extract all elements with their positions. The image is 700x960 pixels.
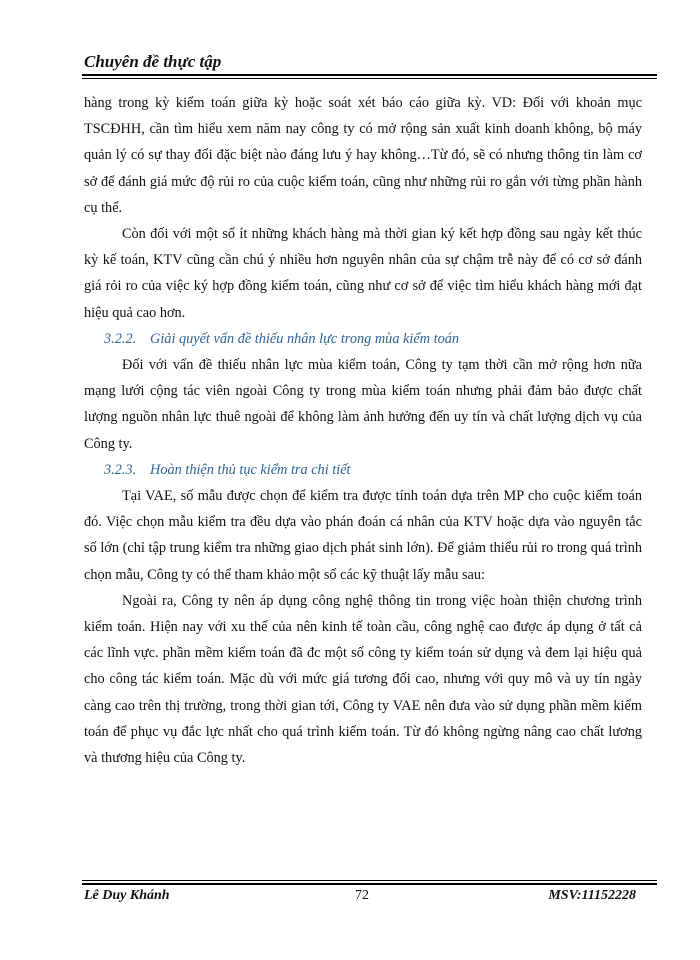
header-divider [82, 74, 657, 76]
section-heading-3-2-3 [84, 457, 642, 483]
paragraph-2: Còn đối với một số ít những khách hàng mà thời gian ký kết hợp đồng sau ngày kết thúc kỳ kế toán, KTV cũng cần chú ý nhiều hơn nguyên nhân của sự chậm trễ này để có cơ sở đánh giá rỏi ro của việc ký hợp đồng kiểm toán, cũng như cơ sở để việc tìm hiểu khách hàng mới đạt hiệu quả cao hơn. [84, 226, 642, 321]
footer-page-number: 72 [355, 888, 369, 903]
footer-divider-thin [82, 880, 657, 881]
page-header-title: Chuyên đề thực tập [84, 52, 222, 71]
section-title: Giải quyết vấn đề thiếu nhân lực trong mùa kiểm toán [150, 330, 460, 347]
paragraph-5: Ngoài ra, Công ty nên áp dụng công nghệ thông tin trong việc hoàn thiện chương trình kiểm toán. Hiện nay với xu thế của nên kinh tế toàn cầu, công nghệ cao được áp dụng ở tất cả các lĩnh vực. phần mềm kiểm toán đã đc một số công ty kiểm toán sử dụng và đem lại hiệu quả cho công tác kiểm toán. Mặc dù với mức giá tương đối cao, nhưng với quy mô và uy tín ngày càng cao trên thị trường, trong thời gian tới, Công ty VAE nên đưa vào sử dụng phần mềm kiểm toán để phục vụ đắc lực nhất cho quá trình kiểm toán. Từ đó không ngừng nâng cao chất lương và thương hiệu của Công ty. [84, 592, 642, 767]
document-body [84, 90, 642, 771]
section-number: 3.2.2. [104, 330, 137, 347]
section-title: Hoàn thiện thủ tục kiểm tra chi tiết [150, 461, 351, 478]
section-heading-3-2-2 [84, 326, 642, 352]
header-divider-thin [82, 78, 657, 79]
paragraph-1: hàng trong kỳ kiểm toán giữa kỳ hoặc soát xét báo cáo giữa kỳ. VD: Đối với khoản mục TSCĐHH, cần tìm hiểu xem năm nay công ty có mở rộng sản xuất kinh doanh không, bộ máy quản lý có sự thay đổi đặc biệt nào đáng lưu ý hay không…Từ đó, sẽ có nhưng thông tin làm cơ sở để đánh giá mức độ rủi ro của cuộc kiểm toán, cũng như những rủi ro gắn với từng phần hành cụ thể. [84, 95, 642, 216]
paragraph-3: Đối với vấn đề thiếu nhân lực mùa kiểm toán, Công ty tạm thời cần mở rộng hơn nữa mạng lưới cộng tác viên ngoài Công ty trong mùa kiểm toán nhưng phải đảm bảo được chất lượng nguồn nhân lực thuê ngoài để không làm ảnh hưởng đến uy tín và chất lượng dịch vụ của Công ty. [84, 357, 642, 452]
section-number: 3.2.3. [104, 461, 137, 478]
footer-divider [82, 883, 657, 885]
footer-student-id: MSV:11152228 [548, 888, 636, 903]
paragraph-4: Tại VAE, số mẫu được chọn để kiểm tra được tính toán dựa trên MP cho cuộc kiểm toán đó. Việc chọn mẫu kiểm tra đều dựa vào phán đoán cá nhân của KTV hoặc dựa vào nguyên tắc số lớn (chỉ tập trung kiểm tra những giao dịch phát sinh lớn). Để giảm thiểu rủi ro trong quá trình chọn mẫu, Công ty có thể tham khảo một số các kỹ thuật lấy mẫu sau: [84, 488, 642, 583]
footer-author: Lê Duy Khánh [84, 888, 170, 903]
